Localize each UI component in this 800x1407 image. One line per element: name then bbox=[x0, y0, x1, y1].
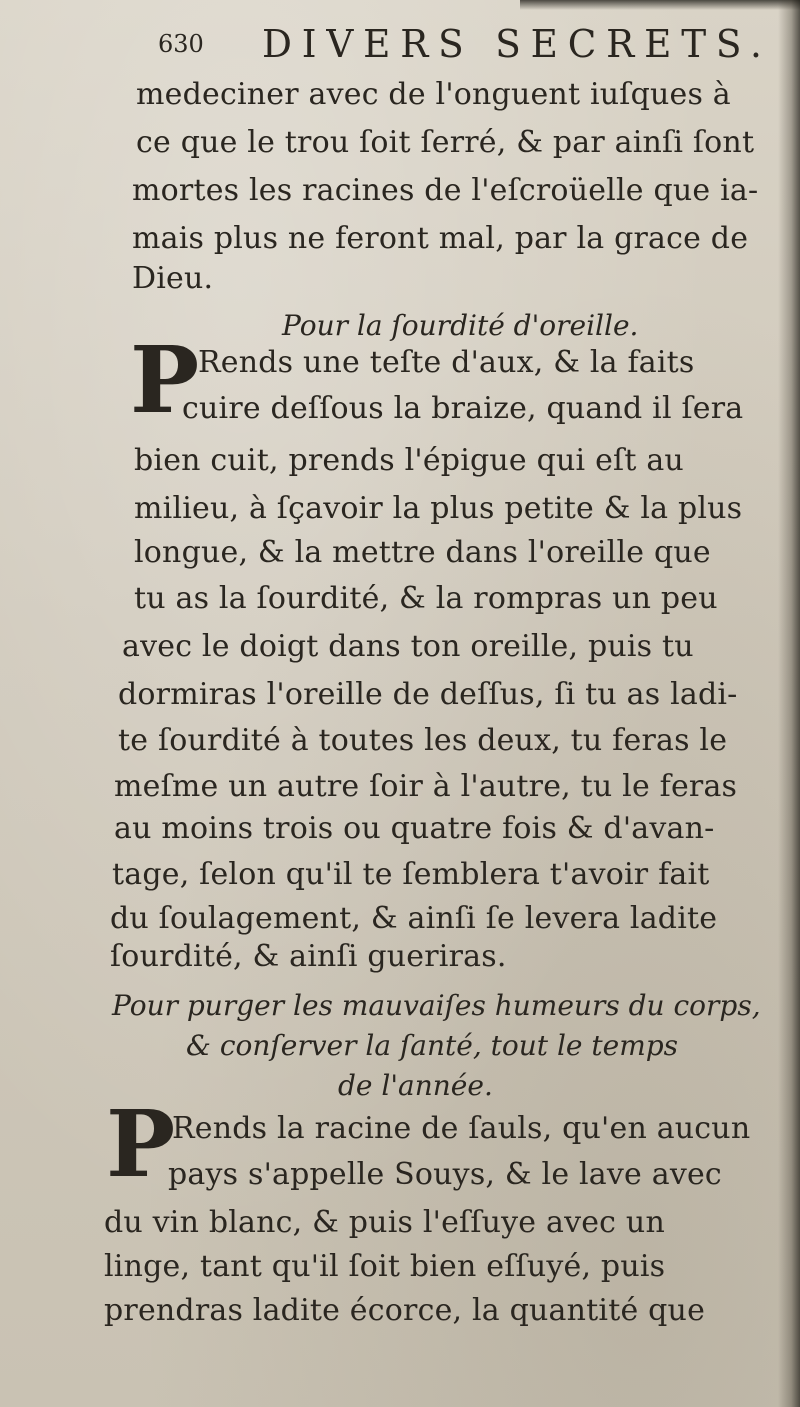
page-top-shadow bbox=[520, 0, 800, 10]
text-line: avec le doigt dans ton oreille, puis tu bbox=[122, 629, 694, 664]
recipe-title-line: Pour purger les mauvaiſes humeurs du corps, bbox=[112, 989, 761, 1022]
text-line: linge, tant qu'il ſoit bien eſſuyé, puis bbox=[104, 1249, 666, 1284]
recipe-title-line: de l'année. bbox=[338, 1069, 493, 1102]
text-line: mortes les racines de l'eſcroüelle que ia- bbox=[132, 173, 759, 208]
text-line: meſme un autre ſoir à l'autre, tu le feras bbox=[114, 769, 738, 804]
running-title: DIVERS SECRETS. bbox=[262, 22, 772, 66]
text-line: ſourdité, & ainſi gueriras. bbox=[110, 939, 507, 974]
text-line: milieu, à ſçavoir la plus petite & la plus bbox=[134, 491, 743, 526]
text-line: pays s'appelle Souys, & le lave avec bbox=[168, 1157, 722, 1192]
text-line: au moins trois ou quatre fois & d'avan- bbox=[114, 811, 715, 846]
text-line: bien cuit, prends l'épigue qui eſt au bbox=[134, 443, 684, 478]
text-line: Rends une teſte d'aux, & la faits bbox=[198, 345, 695, 380]
text-line: prendras ladite écorce, la quantité que bbox=[104, 1293, 706, 1328]
text-line: Rends la racine de ſauls, qu'en aucun bbox=[172, 1111, 751, 1146]
text-line: mais plus ne feront mal, par la grace de bbox=[132, 221, 749, 256]
text-line: dormiras l'oreille de deſſus, ſi tu as ladi- bbox=[118, 677, 738, 712]
text-line: tu as la ſourdité, & la rompras un peu bbox=[134, 581, 718, 616]
text-line: tage, ſelon qu'il te ſemblera t'avoir fait bbox=[112, 857, 710, 892]
text-line: Dieu. bbox=[132, 261, 214, 296]
text-line: longue, & la mettre dans l'oreille que bbox=[134, 535, 711, 570]
page-binding-shadow bbox=[778, 0, 800, 1407]
page-number: 630 bbox=[158, 30, 204, 58]
text-line: cuire deſſous la braize, quand il ſera bbox=[182, 391, 744, 426]
drop-cap-initial: P bbox=[130, 326, 200, 434]
text-line: ce que le trou ſoit ſerré, & par ainſi ſont bbox=[136, 125, 755, 160]
text-line: du ſoulagement, & ainſi ſe levera ladite bbox=[110, 901, 718, 936]
recipe-title-line: & conſerver la ſanté, tout le temps bbox=[186, 1029, 679, 1062]
text-line: du vin blanc, & puis l'eſſuye avec un bbox=[104, 1205, 665, 1240]
text-line: te ſourdité à toutes les deux, tu feras le bbox=[118, 723, 728, 758]
recipe-title: Pour la ſourdité d'oreille. bbox=[282, 309, 639, 342]
text-line: medeciner avec de l'onguent iuſques à bbox=[136, 77, 731, 112]
drop-cap-initial: P bbox=[106, 1090, 176, 1198]
